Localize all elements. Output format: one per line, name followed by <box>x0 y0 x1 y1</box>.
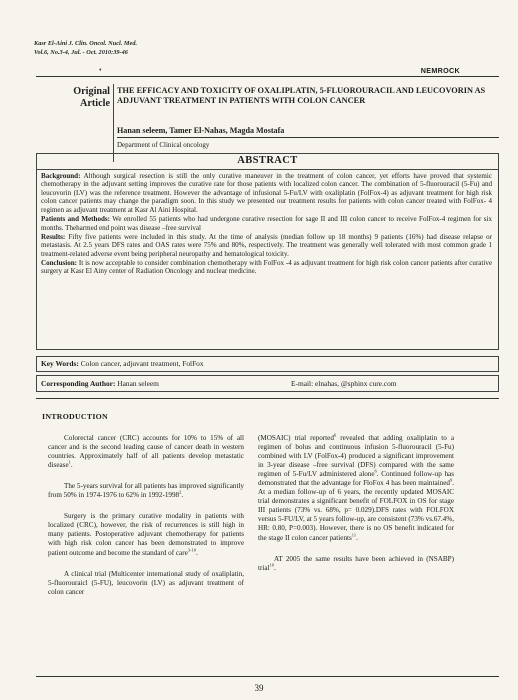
abstract-background <box>41 172 492 214</box>
abstract-results <box>41 233 492 258</box>
citation-ref: 6 <box>374 468 377 474</box>
methods-text: We enrolled 55 patients who had undergone curative resection for sage II and III colon cancer to receive FolFox-4 regimen for six months. Theharmed end point was disease –free survival <box>41 215 492 232</box>
publisher-name: NEMROCK <box>420 66 460 75</box>
article-department: Department of Clinical oncology <box>117 141 210 149</box>
journal-citation <box>34 40 137 57</box>
intro-p5d-text: . At a median follow-up of 6 years, the recently updated MOSAIC trial demonstrates a significant benefit of FOLFOX in OS for stage III patients (73% vs. 68%, p= 0.029).DFS rates with FOLFOX versus 5-FU/LV, at 5 years follow-up, are consistent (73% vs.67.4%, HR: 0.80, P=0.003). However, there is no OS benefit indicated for the stage II colon cancer patients <box>258 479 454 542</box>
citation-ref: 1 <box>68 459 71 465</box>
keywords-label: Key Words: <box>41 359 79 368</box>
intro-p5a-text: (MOSAIC) trial reported <box>258 434 334 442</box>
intro-paragraph-2: The 5-years survival for all patients has improved significantly from 50% in 1974-1976 to 62% in 1992-1998$^2$. <box>48 482 244 500</box>
introduction-heading: INTRODUCTION <box>42 412 108 421</box>
intro-paragraph-3: Surgery is the primary curative modality in patients with localized (CRC), however, the risk of recurrences is still high in many patients. Postoperative adjuvant chemotherapy for patients with high risk colon cancer has been demonstrated to improve patient outcome and become the standard of care$^{3-10}$. <box>48 512 244 557</box>
keywords-text: Colon cancer, adjuvant treatment, FolFox <box>80 359 204 368</box>
article-title: THE EFFICACY AND TOXICITY OF OXALIPLATIN, 5-FLUOROURACIL AND LEUCOVORIN AS ADJUVANT TREATMENT IN PATIENTS WITH COLON CANCER <box>117 86 486 105</box>
intro-p6-text: AT 2005 the same results have been achieved in (NSABP) trial <box>258 554 454 572</box>
intro-paragraph-5: (MOSAIC) trial reported$^6$ revealed that adding oxaliplatin to a regimen of bolus and continuous infusion 5-fluorouracil (5-Fu) combined with LV (FolFox-4) produced a significant improvement in 3-year disease –free survival (DFS) compared with the same regimen of 5-Fu/LV administered alone$^6$. Continued follow-up has demonstrated that the advantage for FloFox 4 has been maintained$^9$. At a median follow-up of 6 years, the recently updated MOSAIC trial demonstrates a significant benefit of FOLFOX in OS for stage III patients (73% vs. 68%, p= 0.029).DFS rates with FOLFOX versus 5-FU/LV, at 5 years follow-up, are consistent (73% vs.67.4%, HR: 0.80, P=0.003). However, there is no OS benefit indicated for the stage II colon cancer patients$^{11}$. <box>258 432 454 542</box>
body-column-left <box>42 412 244 597</box>
citation-ref: 2 <box>179 489 182 495</box>
methods-label: Patients and Methods: <box>41 215 110 224</box>
abstract-methods <box>41 215 492 232</box>
background-label: Background: <box>41 172 81 180</box>
corresponding-label: Corresponding Author: <box>41 379 116 388</box>
intro-paragraph-4 <box>48 570 244 597</box>
section-rule <box>36 398 499 399</box>
abstract-box <box>36 153 499 350</box>
article-authors: Hanan seleem, Tamer El-Nahas, Magda Mostafa <box>117 126 285 135</box>
intro-p2-text: The 5-years survival for all patients has improved significantly from 50% in 1974-1976 to 62% in 1992-1998 <box>48 482 244 500</box>
results-text: Fifty five patients were included in this study. At the time of analysis (median follow up 18 months) 9 patients (16%) had disease relapse or metastasis. At 2.5 years DFS rates and OAS rates were 75% and 80%, respectively. The treatment was generally well tolerated with most common grade 1 treatment-related adverse event being peripheral neuropathy and hematological toxicity. <box>41 232 493 258</box>
corresponding-email: E-mail: elnahas, @sphinx cure.com <box>291 379 397 388</box>
journal-volume: Vol.6, No.3-4, Jul. - Oct. 2010:39-46 <box>34 48 128 56</box>
abstract-conclusion <box>41 259 492 276</box>
citation-ref: 6 <box>333 432 337 438</box>
citation-ref: 11 <box>351 532 357 538</box>
journal-name: Kasr El-Aini J. Clin. Oncol. Nucl. Med. <box>34 40 138 47</box>
corresponding-name: Hanan seleem <box>117 379 159 388</box>
conclusion-text: It is now acceptable to consider combination chemotherapy with FolFox -4 as adjuvant treatment for high risk colon cancer patients after curative surgery at Kasr El Ainy center of Radiation Oncology and nuclear medicine. <box>41 258 492 276</box>
citation-ref: 9 <box>449 477 453 483</box>
intro-p3-text: Surgery is the primary curative modality in patients with localized (CRC), however, the risk of recurrences is still high in many patients. Postoperative adjuvant chemotherapy for patients with high risk colon cancer has been demonstrated to improve patient outcome and become the standard of care <box>48 512 244 557</box>
citation-ref: 3-10 <box>187 547 197 553</box>
conclusion-label: Conclusion: <box>41 258 78 267</box>
body-column-right <box>258 434 454 573</box>
intro-paragraph-6: AT 2005 the same results have been achieved in (NSABP) trial$^{10}$. <box>258 554 454 572</box>
keywords-box <box>36 356 499 372</box>
intro-paragraph-1: Colorectal cancer (CRC) accounts for 10% to 15% of all cancer and is the second leading cause of cancer death in western countries. Approximately half of all patients develop metastatic disease$^1$. <box>48 434 244 470</box>
article-type-line1: Original <box>73 86 110 97</box>
authors-rule <box>117 137 499 138</box>
abstract-body <box>41 172 492 277</box>
corresponding-author-box <box>36 375 499 392</box>
abstract-heading: ABSTRACT <box>237 155 298 166</box>
article-type-line2: Article <box>80 98 110 109</box>
footer-rule <box>36 676 499 677</box>
intro-p5c-text: . Continued follow-up has demonstrated that the advantage for FloFox 4 has been maintained <box>258 470 454 488</box>
abstract-heading-rule <box>37 169 498 170</box>
page-number: 39 <box>254 683 264 693</box>
article-type <box>48 86 110 110</box>
intro-p1-text: Colorectal cancer (CRC) accounts for 10% to 15% of all cancer and is the second leading cause of cancer death in western countries. Approximately half of all patients develop metastatic disease <box>48 434 244 470</box>
header-rule <box>36 76 499 77</box>
citation-ref: 10 <box>269 562 274 568</box>
background-text: Although surgical resection is still the only curative maneuver in the treatment of colon cancer, yet efforts have proved that systemic chemotherapy in the adjuvant setting improves the curative rate for those patients with localized colon cancer. The combination of 5-fluorouracil (5-Fu) and leucovorin (LV) was the reference treatment. However the advantage of infusional 5-Fu/LV with oxaliplatin (FolFox-4) as adjuvant treatment for high risk colon cancer patients may change the paradigm soon. In this study we presented our treatment results for patients with colon cancer treated with FolFox- 4 regimen as adjuvant treatment at Kasr Al Aini Hospital. <box>41 172 492 214</box>
intro-p4-text: A clinical trial (Multicenter international study of oxaliplatin, 5-fluorouraicl (5-FU), leucovorin (LV) as adjuvant treatment of colon cancer <box>48 569 244 596</box>
results-label: Results: <box>41 232 66 241</box>
article-type-divider <box>113 84 114 162</box>
margin-mark: ♦ <box>99 68 102 73</box>
intro-p5b-text: revealed that adding oxaliplatin to a regimen of bolus and continuous infusion 5-fluorouracil (5-Fu) combined with LV (FolFox-4) produced a significant improvement in 3-year disease –free survival (DFS) compared with the same regimen of 5-Fu/LV administered alone <box>258 434 454 479</box>
